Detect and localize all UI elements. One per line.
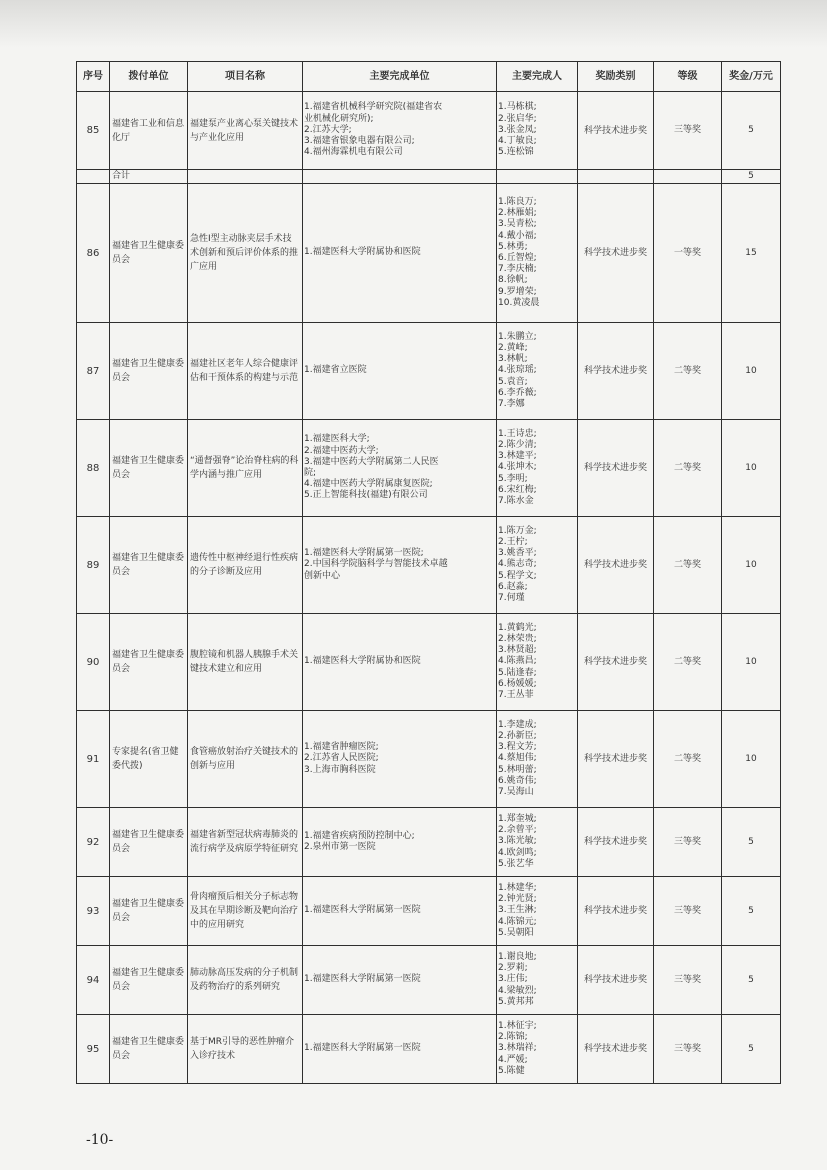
row-project (188, 92, 303, 170)
row-project (188, 1015, 303, 1084)
row-project-text: 基于MR引导的恶性肿瘤介入诊疗技术 (190, 1037, 295, 1061)
unit-line: 5.正上智能科技(福建)有限公司 (304, 490, 428, 501)
header-grade: 等级 (654, 62, 722, 92)
person-line: 5.林勇; (498, 241, 528, 252)
row-bonus: 10 (722, 323, 781, 420)
unit-line: 2.福建中医药大学; (304, 445, 379, 456)
row-project (188, 808, 303, 877)
table-row (77, 517, 781, 614)
header-units: 主要完成单位 (303, 62, 497, 92)
row-seq: 91 (77, 711, 110, 808)
row-award-type (578, 1015, 654, 1084)
unit-line: 院; (304, 468, 317, 478)
header-people: 主要完成人 (497, 62, 578, 92)
row-project (188, 946, 303, 1015)
person-line: 2.罗莉; (498, 963, 528, 974)
unit-line: 1.福建医科大学; (304, 434, 370, 445)
row-units (303, 808, 497, 877)
person-line: 2.陈少清; (498, 439, 537, 450)
unit-line: 创新中心 (304, 570, 341, 581)
row-dept-text: 福建省卫生健康委员会 (112, 359, 185, 383)
person-line: 3.陈光敏; (498, 836, 537, 847)
person-line: 3.林贤超; (498, 645, 537, 656)
person-line: 1.谢良地; (498, 951, 537, 962)
person-line: 3.庄伟; (498, 974, 528, 985)
row-award-type (578, 420, 654, 517)
unit-line: 1.福建医科大学附属第一医院 (304, 974, 421, 985)
person-line: 5.袁音; (498, 376, 528, 387)
row-people (497, 614, 578, 711)
person-line: 2.陈锦; (498, 1032, 528, 1043)
table-row (77, 808, 781, 877)
person-line: 1.林建华; (498, 882, 537, 893)
row-units (303, 711, 497, 808)
row-dept (110, 614, 188, 711)
row-project (188, 184, 303, 323)
person-line: 5.黄邦邦 (498, 996, 534, 1007)
person-line: 9.罗增荣; (498, 286, 537, 297)
award-type-text: 科学技术进步奖 (583, 754, 647, 764)
row-grade: 二等奖 (654, 614, 722, 711)
row-dept (110, 877, 188, 946)
person-line: 3.吴青松; (498, 219, 537, 230)
person-line: 7.李庆楠; (498, 264, 537, 275)
page-number: -10- (86, 1132, 114, 1148)
row-units (303, 184, 497, 323)
person-line: 4.欧剑鸣; (498, 847, 537, 858)
person-line: 3.程文芳; (498, 742, 537, 753)
row-award-type (578, 946, 654, 1015)
person-line: 2.钟光贤; (498, 894, 537, 905)
person-line: 6.赵淼; (498, 581, 528, 592)
row-dept (110, 711, 188, 808)
person-line: 3.林帆; (498, 354, 528, 365)
person-line: 3.姚香平; (498, 548, 537, 559)
person-line: 2.林雁娟; (498, 208, 537, 219)
table-row (77, 323, 781, 420)
person-line: 4.陈燕昌; (498, 656, 537, 667)
person-line: 2.余曾平; (498, 825, 537, 836)
row-units (303, 323, 497, 420)
row-bonus: 5 (722, 946, 781, 1015)
row-award-type (578, 517, 654, 614)
row-project (188, 517, 303, 614)
person-line: 7.王丛菲 (498, 690, 534, 700)
subtotal-bonus: 5 (722, 170, 781, 184)
person-line: 3.林瑞祥; (498, 1043, 537, 1054)
row-dept (110, 946, 188, 1015)
row-units (303, 517, 497, 614)
unit-line: 1.福建医科大学附属第一医院 (304, 905, 421, 916)
subtotal-seq (77, 170, 110, 184)
person-line: 3.王生淋; (498, 905, 537, 916)
row-units (303, 92, 497, 170)
row-grade: 二等奖 (654, 711, 722, 808)
row-people (497, 420, 578, 517)
row-people (497, 323, 578, 420)
person-line: 7.陈水金 (498, 496, 534, 506)
header-dept: 拨付单位 (110, 62, 188, 92)
person-line: 3.张金凤; (498, 124, 537, 135)
row-dept (110, 184, 188, 323)
row-award-type (578, 808, 654, 877)
award-type-text: 科学技术进步奖 (583, 1044, 647, 1054)
unit-line: 1.福建医科大学附属协和医院 (304, 656, 421, 667)
person-line: 2.林荣贵; (498, 633, 537, 644)
row-bonus: 5 (722, 1015, 781, 1084)
person-line: 6.丘智煌; (498, 253, 537, 263)
person-line: 1.林征宇; (498, 1020, 537, 1031)
person-line: 1.陈良万; (498, 196, 537, 207)
row-dept (110, 420, 188, 517)
header-seq: 序号 (77, 62, 110, 92)
award-type-text: 科学技术进步奖 (583, 248, 647, 258)
row-seq: 90 (77, 614, 110, 711)
person-line: 7.吴海山 (498, 787, 534, 797)
award-table (76, 61, 781, 1084)
row-people (497, 184, 578, 323)
row-project-text: 福建泵产业离心泵关键技术与产业化应用 (190, 118, 299, 143)
person-line: 7.何瑾 (498, 593, 525, 603)
person-line: 2.张启华; (498, 113, 537, 124)
person-line: 4.严媛; (498, 1054, 528, 1065)
row-seq: 95 (77, 1015, 110, 1084)
table-row (77, 184, 781, 323)
unit-line: 1.福建省机械科学研究院(福建省农 (304, 102, 443, 113)
person-line: 2.黄峰; (498, 342, 528, 353)
unit-line: 4.福建中医药大学附属康复医院; (304, 479, 433, 490)
row-dept (110, 1015, 188, 1084)
row-project (188, 877, 303, 946)
row-bonus: 5 (722, 808, 781, 877)
person-line: 5.吴朝阳 (498, 927, 534, 938)
row-grade: 二等奖 (654, 323, 722, 420)
row-people (497, 711, 578, 808)
table-header-row (77, 62, 781, 92)
row-seq: 92 (77, 808, 110, 877)
row-project-text: 福建社区老年人综合健康评估和干预体系的构建与示范 (190, 359, 299, 383)
person-line: 2.孙新臣; (498, 730, 537, 741)
table-row (77, 711, 781, 808)
row-dept-text: 福建省卫生健康委员会 (112, 456, 185, 480)
header-award-type: 奖励类别 (578, 62, 654, 92)
unit-line: 1.福建省立医院 (304, 365, 367, 376)
row-dept-text: 福建省卫生健康委员会 (112, 899, 185, 923)
person-line: 6.李乔薇; (498, 387, 537, 398)
person-line: 1.马栋棋; (498, 102, 537, 113)
unit-line: 4.福州海霖机电有限公司 (304, 147, 403, 158)
person-line: 5.陆逢春; (498, 667, 537, 678)
person-line: 6.杨媛媛; (498, 678, 537, 689)
person-line: 5.林明蕾; (498, 764, 537, 775)
row-award-type (578, 323, 654, 420)
unit-line: 2.江苏大学; (304, 124, 352, 135)
person-line: 4.蔡旭伟; (498, 753, 537, 764)
row-people (497, 1015, 578, 1084)
person-line: 4.戴小福; (498, 230, 537, 241)
header-project: 项目名称 (188, 62, 303, 92)
person-line: 3.林建平; (498, 451, 537, 462)
row-grade: 二等奖 (654, 420, 722, 517)
person-line: 4.熊志奇; (498, 559, 537, 570)
person-line: 4.梁敏烈; (498, 985, 537, 996)
row-seq: 86 (77, 184, 110, 323)
row-project-text: “通督强脊”论治脊柱病的科学内涵与推广应用 (190, 456, 299, 480)
subtotal-empty (578, 170, 654, 184)
person-line: 4.张坤木; (498, 462, 537, 473)
person-line: 5.连松锦 (498, 147, 534, 158)
row-award-type (578, 184, 654, 323)
row-dept-text: 福建省卫生健康委员会 (112, 968, 185, 992)
person-line: 5.程学文; (498, 570, 537, 581)
row-seq: 93 (77, 877, 110, 946)
unit-line: 1.福建医科大学附属协和医院 (304, 247, 421, 258)
row-people (497, 808, 578, 877)
row-project (188, 614, 303, 711)
row-project-text: 肺动脉高压发病的分子机制及药物治疗的系列研究 (190, 968, 299, 992)
table-row (77, 1015, 781, 1084)
table-row (77, 877, 781, 946)
award-type-text: 科学技术进步奖 (583, 125, 647, 136)
subtotal-empty (188, 170, 303, 184)
row-dept (110, 517, 188, 614)
person-line: 4.张琼瑶; (498, 365, 537, 376)
row-units (303, 946, 497, 1015)
award-type-text: 科学技术进步奖 (583, 657, 647, 667)
unit-line: 3.上海市胸科医院 (304, 764, 376, 775)
person-line: 6.宋红梅; (498, 484, 537, 495)
award-type-text: 科学技术进步奖 (583, 837, 647, 847)
subtotal-label: 合计 (110, 170, 188, 184)
row-dept-text: 福建省工业和信息化厅 (112, 118, 185, 143)
row-units (303, 1015, 497, 1084)
row-seq: 94 (77, 946, 110, 1015)
row-project (188, 711, 303, 808)
row-project-text: 腹腔镜和机器人胰腺手术关键技术建立和应用 (190, 650, 299, 674)
header-bonus: 奖金/万元 (722, 62, 781, 92)
person-line: 2.王柠; (498, 536, 528, 547)
person-line: 1.李建成; (498, 719, 537, 730)
unit-line: 1.福建省肿瘤医院; (304, 742, 379, 753)
row-grade: 三等奖 (654, 808, 722, 877)
row-people (497, 517, 578, 614)
award-type-text: 科学技术进步奖 (583, 975, 647, 985)
row-bonus: 5 (722, 877, 781, 946)
unit-line: 1.福建医科大学附属第一医院 (304, 1043, 421, 1054)
subtotal-empty (654, 170, 722, 184)
row-seq: 89 (77, 517, 110, 614)
row-grade: 二等奖 (654, 517, 722, 614)
row-bonus: 10 (722, 420, 781, 517)
table-row (77, 946, 781, 1015)
row-award-type (578, 711, 654, 808)
row-people (497, 946, 578, 1015)
row-seq: 85 (77, 92, 110, 170)
unit-line: 1.福建省疾病预防控制中心; (304, 830, 415, 841)
unit-line: 2.中国科学院脑科学与智能技术卓越 (304, 559, 448, 570)
person-line: 4.陈锦元; (498, 916, 537, 927)
row-project-text: 遗传性中枢神经退行性疾病的分子诊断及应用 (190, 553, 299, 577)
person-line: 1.黄鹤光; (498, 622, 537, 633)
row-project-text: 急性Ⅰ型主动脉夹层手术技术创新和预后评价体系的推广应用 (190, 234, 299, 272)
row-award-type (578, 92, 654, 170)
row-bonus: 10 (722, 711, 781, 808)
unit-line: 2.泉州市第一医院 (304, 842, 376, 852)
row-dept-text: 福建省卫生健康委员会 (112, 830, 185, 854)
row-dept-text: 专家提名(省卫健委代拨) (112, 747, 179, 771)
row-bonus: 5 (722, 92, 781, 170)
unit-line: 3.福建省银象电器有限公司; (304, 136, 415, 147)
row-units (303, 614, 497, 711)
award-type-text: 科学技术进步奖 (583, 560, 647, 570)
unit-line: 1.福建医科大学附属第一医院; (304, 548, 424, 559)
row-dept-text: 福建省卫生健康委员会 (112, 241, 185, 265)
row-project-text: 食管癌放射治疗关键技术的创新与应用 (190, 747, 299, 771)
row-award-type (578, 614, 654, 711)
row-project (188, 323, 303, 420)
row-dept-text: 福建省卫生健康委员会 (112, 1037, 185, 1061)
subtotal-empty (303, 170, 497, 184)
person-line: 5.陈健 (498, 1065, 525, 1076)
person-line: 4.丁敏良; (498, 136, 537, 147)
person-line: 1.郑奎城; (498, 813, 537, 824)
row-project (188, 420, 303, 517)
row-seq: 88 (77, 420, 110, 517)
row-bonus: 10 (722, 517, 781, 614)
award-type-text: 科学技术进步奖 (583, 463, 647, 473)
row-dept (110, 323, 188, 420)
unit-line: 业机械化研究所); (304, 113, 374, 124)
table-row (77, 614, 781, 711)
unit-line: 2.江苏省人民医院; (304, 753, 379, 764)
subtotal-empty (497, 170, 578, 184)
person-line: 5.李明; (498, 473, 528, 484)
row-dept (110, 808, 188, 877)
person-line: 1.王诗忠; (498, 428, 537, 439)
row-grade: 三等奖 (654, 92, 722, 170)
row-people (497, 92, 578, 170)
person-line: 1.朱鹏立; (498, 331, 537, 342)
page-top-shadow (0, 0, 827, 48)
row-units (303, 877, 497, 946)
row-project-text: 福建省新型冠状病毒肺炎的流行病学及病原学特征研究 (190, 830, 299, 854)
row-project-text: 骨肉瘤预后相关分子标志物及其在早期诊断及靶向治疗中的应用研究 (190, 892, 299, 930)
person-line: 5.张艺华 (498, 858, 534, 869)
row-award-type (578, 877, 654, 946)
person-line: 6.姚奇伟; (498, 775, 537, 786)
person-line: 10.黄凌晨 (498, 297, 540, 308)
subtotal-row (77, 170, 781, 184)
row-grade: 一等奖 (654, 184, 722, 323)
row-seq: 87 (77, 323, 110, 420)
row-dept-text: 福建省卫生健康委员会 (112, 650, 185, 674)
unit-line: 3.福建中医药大学附属第二人民医 (304, 456, 439, 467)
person-line: 8.徐帆; (498, 275, 528, 286)
award-type-text: 科学技术进步奖 (583, 906, 647, 916)
table-row (77, 420, 781, 517)
person-line: 1.陈万金; (498, 525, 537, 536)
row-grade: 三等奖 (654, 877, 722, 946)
table-row (77, 92, 781, 170)
row-units (303, 420, 497, 517)
row-bonus: 15 (722, 184, 781, 323)
row-dept (110, 92, 188, 170)
award-type-text: 科学技术进步奖 (583, 366, 647, 376)
row-grade: 三等奖 (654, 946, 722, 1015)
row-people (497, 877, 578, 946)
row-dept-text: 福建省卫生健康委员会 (112, 553, 185, 577)
row-bonus: 10 (722, 614, 781, 711)
row-grade: 三等奖 (654, 1015, 722, 1084)
person-line: 7.李娜 (498, 399, 525, 409)
